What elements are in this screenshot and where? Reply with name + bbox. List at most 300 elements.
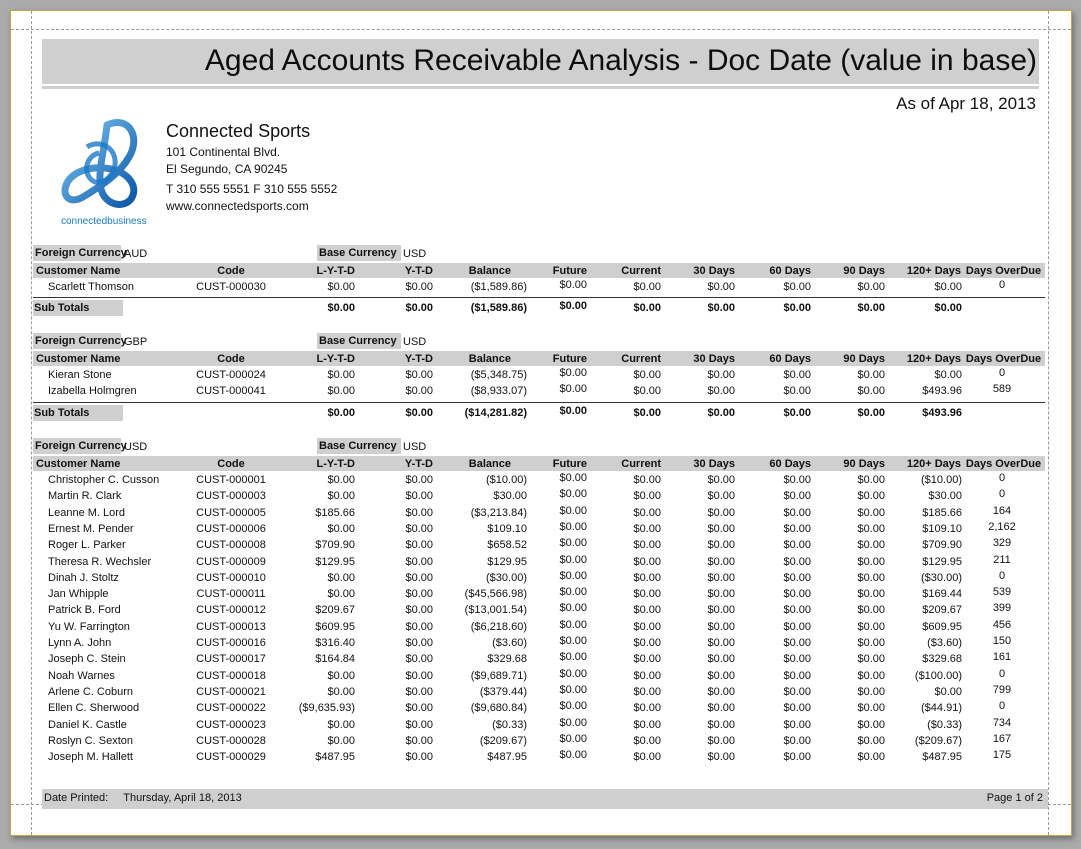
amount-cell: $109.10 <box>487 522 527 535</box>
subtotal-amount: $0.00 <box>405 406 433 419</box>
amount-cell: $0.00 <box>783 653 811 666</box>
customer-code: CUST-000011 <box>196 588 266 601</box>
amount-cell: $169.44 <box>922 588 962 601</box>
amount-cell: $0.00 <box>707 718 735 731</box>
amount-cell: $658.52 <box>487 539 527 552</box>
amount-cell: $0.00 <box>559 683 587 696</box>
column-header: L-Y-T-D <box>316 265 355 277</box>
customer-code: CUST-000022 <box>196 702 266 715</box>
amount-cell: $709.90 <box>922 539 962 552</box>
amount-cell: $0.00 <box>633 522 661 535</box>
amount-cell: $0.00 <box>327 718 355 731</box>
amount-cell: ($44.91) <box>921 702 962 715</box>
amount-cell: $0.00 <box>559 635 587 647</box>
customer-name: Theresa R. Wechsler <box>48 555 152 568</box>
amount-cell: $329.68 <box>487 653 527 666</box>
customer-name: Daniel K. Castle <box>48 718 127 731</box>
amount-cell: $0.00 <box>707 490 735 503</box>
customer-code: CUST-000005 <box>196 506 266 519</box>
amount-cell: $0.00 <box>707 281 735 293</box>
amount-cell: 2,162 <box>988 520 1016 533</box>
amount-cell: $0.00 <box>405 588 433 601</box>
amount-cell: $0.00 <box>405 702 433 715</box>
subtotal-label: Sub Totals <box>34 302 90 315</box>
customer-code: CUST-000021 <box>196 685 266 698</box>
amount-cell: $0.00 <box>559 520 587 533</box>
amount-cell: $0.00 <box>857 522 885 535</box>
amount-cell: $0.00 <box>405 718 433 731</box>
amount-cell: $0.00 <box>857 604 885 617</box>
base-currency-label: Base Currency <box>317 438 401 454</box>
amount-cell: $0.00 <box>405 734 433 747</box>
amount-cell: $0.00 <box>857 588 885 601</box>
amount-cell: ($3.60) <box>492 637 527 649</box>
subtotal-amount: $0.00 <box>327 406 355 419</box>
customer-code: CUST-000028 <box>196 734 266 747</box>
amount-cell: $0.00 <box>783 281 811 293</box>
customer-code: CUST-000041 <box>196 385 266 398</box>
foreign-currency-value: USD <box>124 441 148 453</box>
customer-name: Christopher C. Cusson <box>48 474 160 486</box>
subtotal-amount: $0.00 <box>559 404 587 417</box>
company-phone: T 310 555 5551 F 310 555 5552 <box>166 182 338 196</box>
amount-cell: $0.00 <box>327 369 355 381</box>
amount-cell: $0.00 <box>405 604 433 617</box>
amount-cell: $0.00 <box>707 685 735 698</box>
amount-cell: $0.00 <box>633 653 661 666</box>
column-header: Balance <box>468 265 511 277</box>
amount-cell: $0.00 <box>633 718 661 731</box>
amount-cell: $493.96 <box>922 385 962 398</box>
subtotal-divider <box>33 402 1045 403</box>
customer-code: CUST-000030 <box>196 281 266 293</box>
amount-cell: $109.10 <box>922 522 962 535</box>
column-header: Days OverDue <box>965 265 1042 277</box>
amount-cell: $0.00 <box>857 369 885 381</box>
column-header: Current <box>621 458 661 470</box>
customer-name: Ernest M. Pender <box>48 522 134 535</box>
foreign-currency-label: Foreign Currency <box>35 440 127 452</box>
amount-cell: $0.00 <box>783 490 811 503</box>
amount-cell: $0.00 <box>633 604 661 617</box>
company-logo <box>59 117 154 227</box>
amount-cell: $0.00 <box>405 620 433 633</box>
amount-cell: ($209.67) <box>914 734 962 747</box>
amount-cell: $0.00 <box>559 602 587 615</box>
amount-cell: ($0.33) <box>492 718 527 731</box>
column-header: Current <box>621 265 661 277</box>
column-header: 30 Days <box>693 458 735 470</box>
amount-cell: $0.00 <box>934 369 962 381</box>
amount-cell: 0 <box>998 569 1006 582</box>
customer-code: CUST-000008 <box>196 539 266 552</box>
subtotal-amount: $0.00 <box>327 302 355 315</box>
amount-cell: $0.00 <box>327 685 355 698</box>
amount-cell: $0.00 <box>857 539 885 552</box>
amount-cell: ($10.00) <box>921 474 962 486</box>
column-header: Code <box>217 265 245 277</box>
company-name: Connected Sports <box>166 121 311 141</box>
amount-cell: ($209.67) <box>479 734 527 747</box>
amount-cell: 0 <box>998 367 1006 379</box>
column-header: 30 Days <box>693 265 735 277</box>
customer-name: Patrick B. Ford <box>48 604 121 617</box>
amount-cell: $0.00 <box>405 685 433 698</box>
amount-cell: $0.00 <box>857 474 885 486</box>
amount-cell: $129.95 <box>315 555 355 568</box>
column-header: 120+ Days <box>906 353 961 365</box>
column-header: L-Y-T-D <box>316 458 355 470</box>
amount-cell: $0.00 <box>857 653 885 666</box>
amount-cell: $0.00 <box>405 369 433 381</box>
amount-cell: ($379.44) <box>479 685 527 698</box>
company-address-line2: El Segundo, CA 90245 <box>166 162 288 176</box>
column-header: Balance <box>468 353 511 365</box>
amount-cell: $0.00 <box>783 539 811 552</box>
amount-cell: 329 <box>992 537 1012 550</box>
amount-cell: ($9,689.71) <box>470 669 527 682</box>
column-header: Future <box>552 458 587 470</box>
amount-cell: $0.00 <box>857 281 885 293</box>
title-band <box>42 39 1039 84</box>
amount-cell: $0.00 <box>707 474 735 486</box>
amount-cell: 0 <box>998 700 1006 713</box>
amount-cell: $0.00 <box>559 279 587 291</box>
customer-name: Yu W. Farrington <box>48 620 130 633</box>
as-of-date: As of Apr 18, 2013 <box>896 94 1036 113</box>
amount-cell: $0.00 <box>633 506 661 519</box>
amount-cell: $0.00 <box>707 555 735 568</box>
amount-cell: $0.00 <box>633 588 661 601</box>
amount-cell: $0.00 <box>327 669 355 682</box>
amount-cell: $0.00 <box>934 281 962 293</box>
amount-cell: $185.66 <box>315 506 355 519</box>
amount-cell: 734 <box>992 716 1012 729</box>
amount-cell: 539 <box>992 586 1012 599</box>
amount-cell: $0.00 <box>707 369 735 381</box>
amount-cell: ($100.00) <box>914 669 962 682</box>
amount-cell: $0.00 <box>707 637 735 649</box>
amount-cell: ($9,635.93) <box>298 702 355 715</box>
amount-cell: $0.00 <box>559 504 587 517</box>
amount-cell: $0.00 <box>327 474 355 486</box>
margin-guide-left <box>31 11 32 835</box>
amount-cell: $0.00 <box>559 732 587 745</box>
amount-cell: ($30.00) <box>921 571 962 584</box>
amount-cell: $0.00 <box>633 751 661 764</box>
amount-cell: $316.40 <box>315 637 355 649</box>
date-printed <box>44 792 242 804</box>
amount-cell: $0.00 <box>857 385 885 398</box>
base-currency-value: USD <box>403 336 427 348</box>
foreign-currency-label: Foreign Currency <box>35 247 127 259</box>
amount-cell: $0.00 <box>783 685 811 698</box>
amount-cell: $0.00 <box>857 620 885 633</box>
amount-cell: $0.00 <box>783 385 811 398</box>
company-logo-icon <box>59 117 154 227</box>
amount-cell: $164.84 <box>315 653 355 666</box>
amount-cell: $0.00 <box>857 734 885 747</box>
amount-cell: $0.00 <box>633 555 661 568</box>
customer-name: Leanne M. Lord <box>48 506 126 519</box>
amount-cell: $0.00 <box>783 702 811 715</box>
customer-name: Ellen C. Sherwood <box>48 702 140 715</box>
amount-cell: $0.00 <box>405 539 433 552</box>
amount-cell: $0.00 <box>633 281 661 293</box>
customer-code: CUST-000018 <box>196 669 266 682</box>
amount-cell: $0.00 <box>633 685 661 698</box>
amount-cell: $0.00 <box>559 569 587 582</box>
amount-cell: 399 <box>992 602 1012 615</box>
amount-cell: $0.00 <box>405 669 433 682</box>
date-printed-value: Thursday, April 18, 2013 <box>123 792 242 804</box>
amount-cell: $30.00 <box>493 490 527 503</box>
amount-cell: $0.00 <box>633 637 661 649</box>
amount-cell: $0.00 <box>857 555 885 568</box>
amount-cell: $0.00 <box>934 685 962 698</box>
amount-cell: 0 <box>998 667 1006 680</box>
customer-name: Joseph C. Stein <box>48 653 126 666</box>
amount-cell: $0.00 <box>783 555 811 568</box>
logo-wordmark: connectedbusiness <box>61 216 147 227</box>
amount-cell: $0.00 <box>405 506 433 519</box>
amount-cell: $0.00 <box>559 367 587 379</box>
amount-cell: $0.00 <box>783 637 811 649</box>
amount-cell: $0.00 <box>405 555 433 568</box>
amount-cell: $0.00 <box>405 751 433 764</box>
amount-cell: $0.00 <box>559 700 587 713</box>
amount-cell: $0.00 <box>707 653 735 666</box>
amount-cell: 589 <box>992 383 1012 396</box>
customer-code: CUST-000006 <box>196 522 266 535</box>
column-header: Customer Name <box>36 265 121 277</box>
amount-cell: $0.00 <box>405 281 433 293</box>
amount-cell: $487.95 <box>922 751 962 764</box>
amount-cell: $0.00 <box>327 522 355 535</box>
amount-cell: $0.00 <box>327 734 355 747</box>
amount-cell: ($1,589.86) <box>470 281 527 293</box>
amount-cell: $209.67 <box>922 604 962 617</box>
customer-name: Joseph M. Hallett <box>48 751 133 764</box>
amount-cell: $0.00 <box>405 474 433 486</box>
amount-cell: $0.00 <box>327 588 355 601</box>
column-header: Code <box>217 458 245 470</box>
amount-cell: 150 <box>992 635 1012 647</box>
amount-cell: $0.00 <box>783 506 811 519</box>
customer-name: Martin R. Clark <box>48 490 122 503</box>
amount-cell: $0.00 <box>857 702 885 715</box>
amount-cell: $0.00 <box>405 637 433 649</box>
customer-name: Roger L. Parker <box>48 539 126 552</box>
report-page <box>10 10 1072 836</box>
amount-cell: $0.00 <box>783 369 811 381</box>
amount-cell: $609.95 <box>315 620 355 633</box>
amount-cell: $0.00 <box>559 716 587 729</box>
customer-code: CUST-000016 <box>196 637 266 649</box>
foreign-currency-value: AUD <box>124 248 148 260</box>
amount-cell: $0.00 <box>559 472 587 484</box>
amount-cell: $487.95 <box>315 751 355 764</box>
amount-cell: $0.00 <box>405 653 433 666</box>
amount-cell: 456 <box>992 618 1012 631</box>
amount-cell: $0.00 <box>783 620 811 633</box>
customer-name: Jan Whipple <box>48 588 109 601</box>
amount-cell: $0.00 <box>633 702 661 715</box>
title-underline <box>42 86 1039 89</box>
subtotal-amount: ($14,281.82) <box>464 406 527 419</box>
amount-cell: $0.00 <box>633 474 661 486</box>
amount-cell: $0.00 <box>857 571 885 584</box>
amount-cell: $0.00 <box>559 537 587 550</box>
customer-code: CUST-000012 <box>196 604 266 617</box>
amount-cell: 799 <box>992 683 1012 696</box>
amount-cell: $0.00 <box>783 669 811 682</box>
amount-cell: $0.00 <box>857 751 885 764</box>
amount-cell: $0.00 <box>405 522 433 535</box>
subtotal-amount: $493.96 <box>922 406 962 419</box>
amount-cell: 0 <box>998 279 1006 291</box>
amount-cell: ($45,566.98) <box>464 588 527 601</box>
customer-name: Noah Warnes <box>48 669 115 682</box>
subtotal-label: Sub Totals <box>34 406 90 419</box>
base-currency-label: Base Currency <box>317 333 401 349</box>
column-header: L-Y-T-D <box>316 353 355 365</box>
base-currency-value: USD <box>403 441 427 453</box>
amount-cell: $0.00 <box>633 539 661 552</box>
amount-cell: $0.00 <box>559 667 587 680</box>
amount-cell: $0.00 <box>783 718 811 731</box>
column-header: 90 Days <box>843 458 885 470</box>
margin-guide-top <box>11 29 1071 30</box>
amount-cell: $0.00 <box>707 588 735 601</box>
column-header: Code <box>217 353 245 365</box>
amount-cell: $487.95 <box>487 751 527 764</box>
amount-cell: $0.00 <box>559 586 587 599</box>
subtotal-amount: $0.00 <box>633 406 661 419</box>
amount-cell: 211 <box>993 553 1011 566</box>
amount-cell: $0.00 <box>783 604 811 617</box>
column-header: 60 Days <box>769 353 811 365</box>
column-header: Y-T-D <box>404 265 433 277</box>
amount-cell: $0.00 <box>707 539 735 552</box>
column-header: 120+ Days <box>906 458 961 470</box>
amount-cell: $30.00 <box>928 490 962 503</box>
subtotal-amount: $0.00 <box>405 302 433 315</box>
customer-code: CUST-000024 <box>196 369 266 381</box>
amount-cell: $0.00 <box>707 702 735 715</box>
amount-cell: $0.00 <box>405 571 433 584</box>
amount-cell: $0.00 <box>857 669 885 682</box>
amount-cell: $0.00 <box>405 490 433 503</box>
company-address-line1: 101 Continental Blvd. <box>166 145 281 159</box>
subtotal-amount: $0.00 <box>707 406 735 419</box>
amount-cell: 175 <box>992 749 1012 762</box>
amount-cell: $0.00 <box>405 385 433 398</box>
amount-cell: $609.95 <box>922 620 962 633</box>
column-header: Days OverDue <box>965 458 1042 470</box>
amount-cell: $0.00 <box>857 490 885 503</box>
amount-cell: $0.00 <box>633 734 661 747</box>
customer-name: Izabella Holmgren <box>48 385 137 398</box>
amount-cell: $0.00 <box>707 620 735 633</box>
amount-cell: $0.00 <box>857 685 885 698</box>
subtotal-amount: ($1,589.86) <box>470 302 527 315</box>
column-header: Days OverDue <box>965 353 1042 365</box>
amount-cell: $0.00 <box>327 281 355 293</box>
subtotal-amount: $0.00 <box>857 406 885 419</box>
amount-cell: $0.00 <box>783 474 811 486</box>
amount-cell: $0.00 <box>707 571 735 584</box>
customer-code: CUST-000017 <box>196 653 266 666</box>
customer-name: Roslyn C. Sexton <box>48 734 133 747</box>
column-header: 30 Days <box>693 353 735 365</box>
amount-cell: $0.00 <box>327 571 355 584</box>
amount-cell: $0.00 <box>327 385 355 398</box>
column-header: Y-T-D <box>404 458 433 470</box>
date-printed-label: Date Printed: <box>44 792 109 804</box>
subtotal-amount: $0.00 <box>707 302 735 315</box>
amount-cell: $0.00 <box>707 385 735 398</box>
amount-cell: $0.00 <box>783 571 811 584</box>
amount-cell: $0.00 <box>559 383 587 396</box>
amount-cell: 167 <box>992 732 1012 745</box>
base-currency-value: USD <box>403 248 427 260</box>
amount-cell: ($13,001.54) <box>464 604 527 617</box>
amount-cell: $0.00 <box>633 620 661 633</box>
amount-cell: $0.00 <box>707 522 735 535</box>
amount-cell: $185.66 <box>922 506 962 519</box>
subtotal-divider <box>33 297 1045 298</box>
subtotal-amount: $0.00 <box>857 302 885 315</box>
base-currency-label: Base Currency <box>317 245 401 261</box>
amount-cell: $0.00 <box>559 488 587 501</box>
amount-cell: $0.00 <box>633 369 661 381</box>
amount-cell: $129.95 <box>922 555 962 568</box>
amount-cell: $0.00 <box>327 490 355 503</box>
column-header: Y-T-D <box>404 353 433 365</box>
customer-code: CUST-000013 <box>196 620 266 633</box>
amount-cell: $0.00 <box>707 506 735 519</box>
column-header: Balance <box>468 458 511 470</box>
amount-cell: $0.00 <box>783 522 811 535</box>
amount-cell: $209.67 <box>315 604 355 617</box>
subtotal-amount: $0.00 <box>559 300 587 313</box>
customer-name: Lynn A. John <box>48 637 112 649</box>
amount-cell: $0.00 <box>559 618 587 631</box>
column-header: Future <box>552 265 587 277</box>
amount-cell: ($9,680.84) <box>470 702 527 715</box>
amount-cell: ($3.60) <box>927 637 962 649</box>
subtotal-amount: $0.00 <box>934 302 962 315</box>
amount-cell: $0.00 <box>633 571 661 584</box>
amount-cell: $0.00 <box>783 734 811 747</box>
column-header: Customer Name <box>36 353 121 365</box>
amount-cell: $0.00 <box>559 651 587 664</box>
company-website: www.connectedsports.com <box>166 199 309 213</box>
page-number: Page 1 of 2 <box>986 792 1043 804</box>
amount-cell: ($6,218.60) <box>470 620 527 633</box>
amount-cell: $0.00 <box>783 751 811 764</box>
amount-cell: ($5,348.75) <box>470 369 527 381</box>
amount-cell: $0.00 <box>783 588 811 601</box>
amount-cell: $329.68 <box>922 653 962 666</box>
amount-cell: 0 <box>998 488 1006 501</box>
amount-cell: $0.00 <box>707 669 735 682</box>
subtotal-amount: $0.00 <box>633 302 661 315</box>
customer-code: CUST-000029 <box>196 751 266 764</box>
amount-cell: $0.00 <box>857 637 885 649</box>
amount-cell: 164 <box>992 504 1012 517</box>
